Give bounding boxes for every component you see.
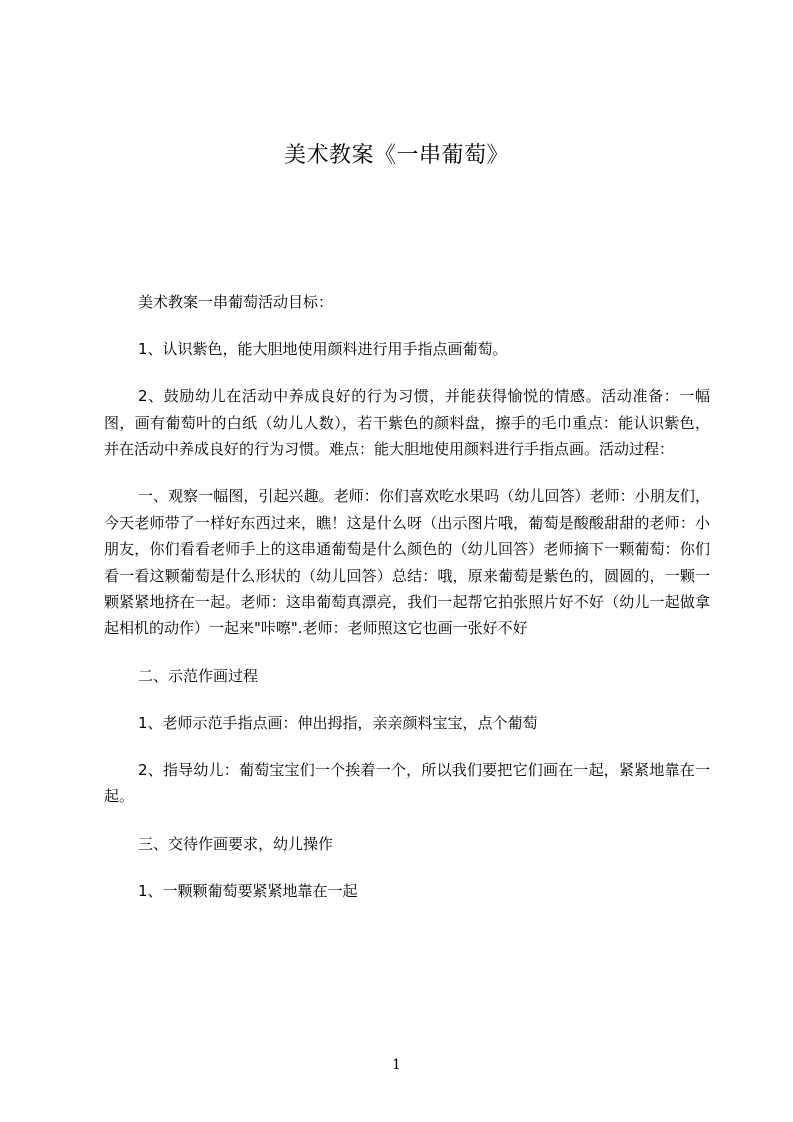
paragraph-objective-1: 1、认识紫色，能大胆地使用颜料进行用手指点画葡萄。 [138, 340, 508, 359]
paragraph-objectives-heading: 美术教案一串葡萄活动目标： [138, 293, 334, 311]
paragraph-step-2-heading: 二、示范作画过程 [138, 666, 259, 685]
paragraph-step-3-item-1: 1、一颗颗葡萄要紧紧地靠在一起 [138, 881, 358, 900]
paragraph-step-2-item-2: 2、指导幼儿：葡萄宝宝们一个挨着一个，所以我们要把它们画在一起，紧紧地靠在一起。 [104, 761, 710, 806]
paragraph-step-2-item-1: 1、老师示范手指点画：伸出拇指，亲亲颜料宝宝，点个葡萄 [138, 713, 538, 732]
paragraph-step-3-heading: 三、交待作画要求，幼儿操作 [138, 834, 334, 853]
paragraph-step-1: 一、观察一幅图，引起兴趣。老师：你们喜欢吃水果吗（幼儿回答）老师：小朋友们，今天老师带了一样好东西过来，瞧！这是什么呀（出示图片哦，葡萄是酸酸甜甜的老师：小朋友，你们看看老师手上的这串通葡萄是什么颜色的（幼儿回答）老师摘下一颗葡萄：你们看一看这颗葡萄是什么形状的（幼儿回答）总结：哦，原来葡萄是紫色的，圆圆的，一颗一颗紧紧地挤在一起。老师：这串葡萄真漂亮，我们一起帮它拍张照片好不好（幼儿一起做拿起相机的动作）一起来"咔嚓".老师：老师照这它也画一张好不好 [104, 487, 710, 638]
document-body [104, 289, 710, 925]
paragraph-objective-2: 2、鼓励幼儿在活动中养成良好的行为习惯，并能获得愉悦的情感。活动准备：一幅图，画有葡萄叶的白纸（幼儿人数），若干紫色的颜料盘，擦手的毛巾重点：能认识紫色，并在活动中养成良好的行为习惯。难点：能大胆地使用颜料进行手指点画。活动过程： [104, 387, 710, 459]
document-title: 美术教案《一串葡萄》 [283, 143, 509, 168]
page-number: 1 [392, 1057, 401, 1073]
